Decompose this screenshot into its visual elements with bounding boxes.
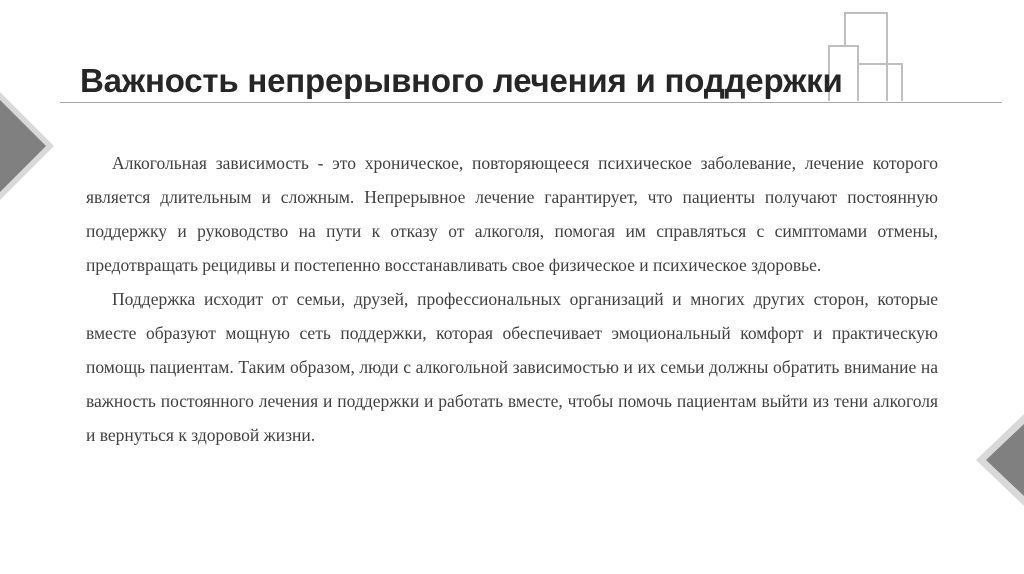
slide-body <box>86 146 938 452</box>
title-underline <box>60 102 1002 103</box>
paragraph-2: Поддержка исходит от семьи, друзей, профессиональных организаций и многих других сторон, которые вместе образуют мощную сеть поддержки, которая обеспечивает эмоциональный комфорт и практическую помощь пациентам. Таким образом, люди с алкогольной зависимостью и их семьи должны обратить внимание на важность постоянного лечения и поддержки и работать вместе, чтобы помочь пациентам выйти из тени алкоголя и вернуться к здоровой жизни. <box>86 289 938 445</box>
left-arrow-decoration <box>0 100 46 192</box>
paragraph-1: Алкогольная зависимость - это хроническое, повторяющееся психическое заболевание, лечение которого является длительным и сложным. Непрерывное лечение гарантирует, что пациенты получают постоянную поддержку и руководство на пути к отказу от алкоголя, помогая им справляться с симптомами отмены, предотвращать рецидивы и постепенно восстанавливать свое физическое и психическое здоровье. <box>86 153 938 275</box>
slide-title: Важность непрерывного лечения и поддержки <box>80 62 843 99</box>
